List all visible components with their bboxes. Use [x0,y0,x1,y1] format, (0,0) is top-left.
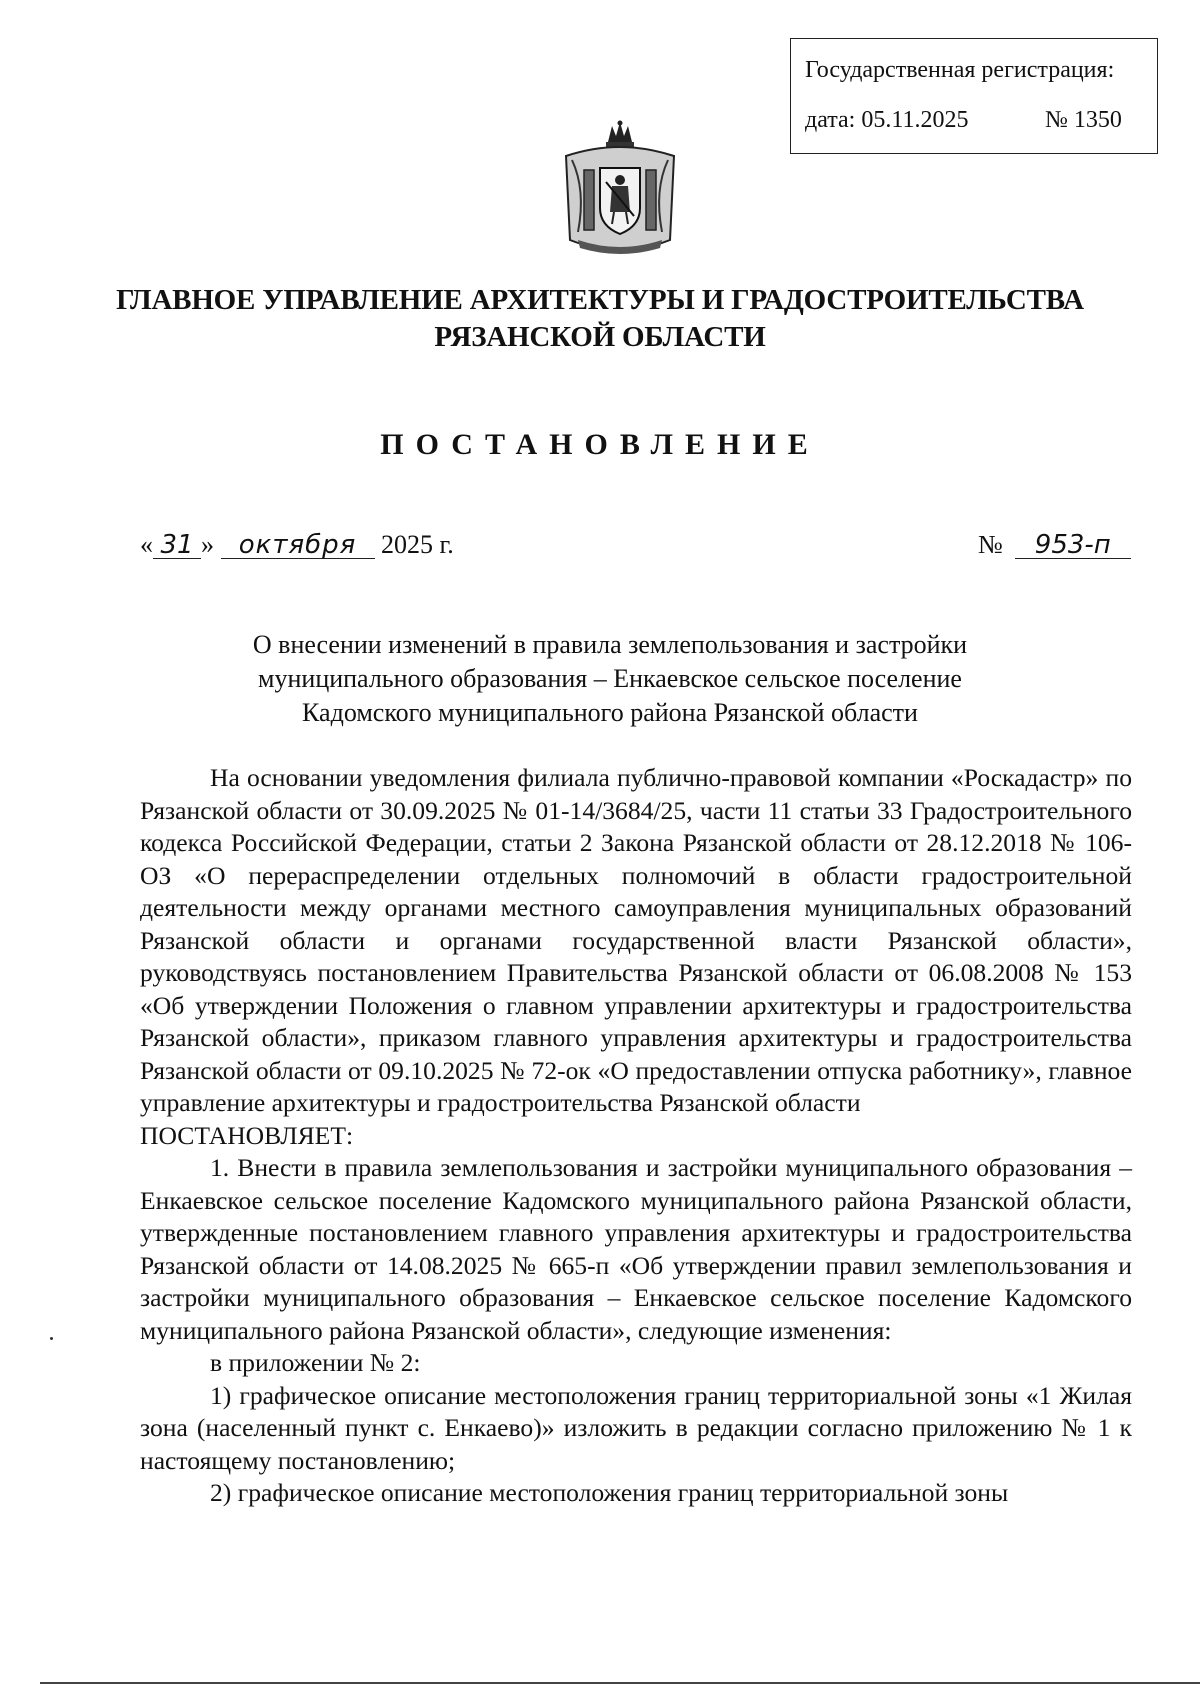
body-paragraph-preamble: На основании уведомления филиала публично-правовой компании «Роскадастр» по Рязанской области от 30.09.2025 № 01-14/3684/25, части 11 статьи 33 Градостроительного кодекса Российской Федерации, статьи 2 Закона Рязанской области от 28.12.2018 № 106-ОЗ «О перераспределении отдельных полномочий в области градостроительной деятельности между органами местного самоуправления муниципальных образований Рязанской области и органами государственной власти Рязанской области», руководствуясь постановлением Правительства Рязанской области от 06.08.2008 № 153 «Об утверждении Положения о главном управлении архитектуры и градостроительства Рязанской области», приказом главного управления архитектуры и градостроительства Рязанской области от 09.10.2025 № 72-ок «О предоставлении отпуска работнику», главное управление архитектуры и градостроительства Рязанской области [140,763,1132,1117]
coat-of-arms-icon [556,120,684,260]
subject-line3: Кадомского муниципального района Рязанской области [302,698,918,727]
document-number-label: № [978,530,1003,559]
subject-line1: О внесении изменений в правила землепользования и застройки [252,630,968,659]
body-paragraph-subitem-2: 2) графическое описание местоположения границ территориальной зоны [210,1478,1009,1507]
body-paragraph-appendix: в приложении № 2: [210,1348,421,1377]
body-resolves: ПОСТАНОВЛЯЕТ: [140,1120,354,1150]
date-month-handwritten: октября [221,532,375,559]
scan-speck [50,1337,53,1340]
document-number [978,530,1131,560]
date-year: 2025 г. [381,530,454,559]
registration-date: дата: 05.11.2025 [805,107,969,133]
scan-bottom-edge [40,1682,1200,1684]
document-date [140,530,454,560]
body-paragraph-item-1: 1. Внести в правила землепользования и застройки муниципального образования – Енкаевское сельское поселение Кадомского муниципального района Рязанской области, утвержденные постановлением главного управления архитектуры и градостроительства Рязанской области от 14.08.2025 № 665-п «Об утверждении правил землепользования и застройки муниципального образования – Енкаевское сельское поселение Кадомского муниципального района Рязанской области», следующие изменения: [140,1153,1132,1345]
body-paragraph-subitem-1: 1) графическое описание местоположения границ территориальной зоны «1 Жилая зона (населенный пункт с. Енкаево)» изложить в редакции согласно приложению № 1 к настоящему постановлению; [140,1380,1132,1475]
organization-header-line2: РЯЗАНСКОЙ ОБЛАСТИ [434,321,766,353]
date-day-handwritten: 31 [153,532,201,559]
document-subject [140,628,1080,730]
document-type-title: ПОСТАНОВЛЕНИЕ [380,428,820,461]
organization-header [100,282,1100,356]
registration-number: № 1350 [1045,107,1122,133]
document-body [140,762,1132,1510]
organization-header-line1: ГЛАВНОЕ УПРАВЛЕНИЕ АРХИТЕКТУРЫ И ГРАДОСТРОИТЕЛЬСТВА [116,284,1084,316]
date-close-quote: » [201,530,214,559]
subject-line2: муниципального образования – Енкаевское сельское поселение [258,664,962,693]
document-number-handwritten: 953-п [1015,532,1131,559]
registration-box [790,38,1158,154]
registration-date-row [805,107,1122,134]
registration-title: Государственная регистрация: [805,57,1115,83]
date-open-quote: « [140,530,153,559]
